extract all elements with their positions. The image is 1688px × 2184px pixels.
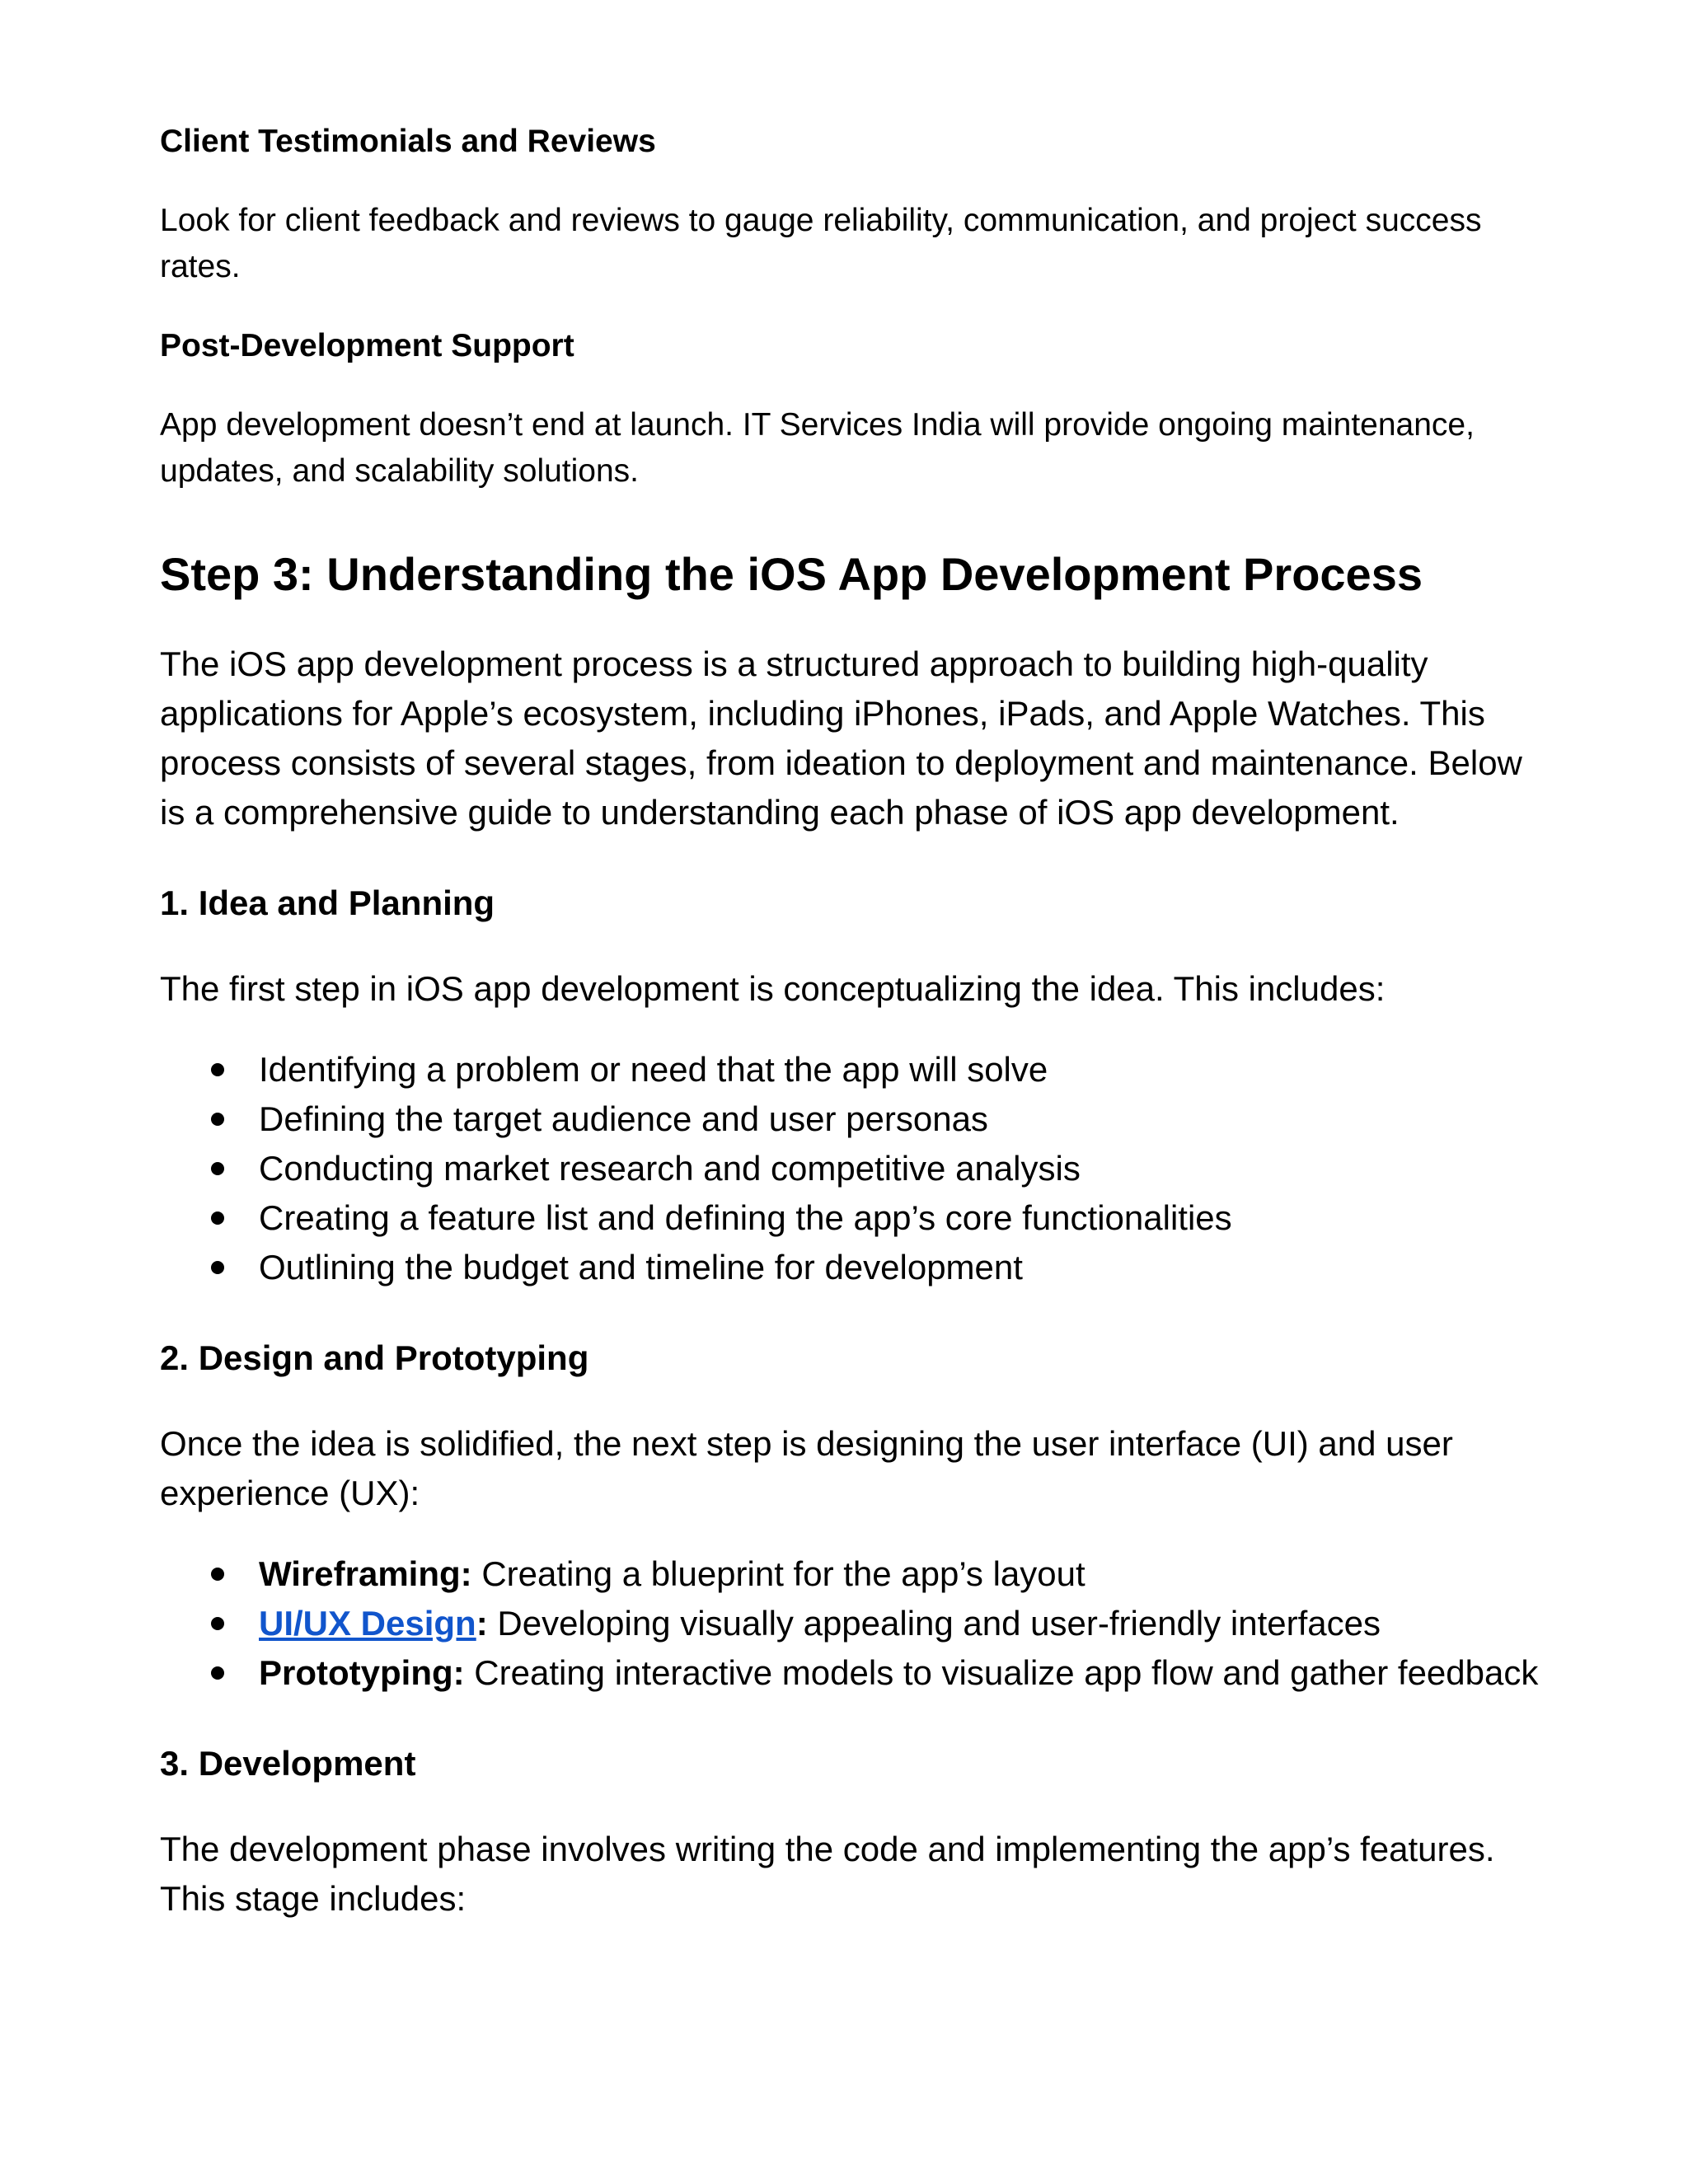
- bullet-icon: [211, 1568, 224, 1581]
- list-item: Prototyping: Creating interactive models to visualize app flow and gather feedback: [160, 1648, 1540, 1698]
- support-heading: Post-Development Support: [160, 328, 574, 363]
- idea-planning-intro: The first step in iOS app development is conceptualizing the idea. This includes:: [160, 969, 1386, 1008]
- list-item: UI/UX Design: Developing visually appealing and user-friendly interfaces: [160, 1599, 1540, 1648]
- bullet-icon: [211, 1666, 224, 1680]
- prototyping-label: Prototyping:: [259, 1653, 465, 1692]
- idea-planning-heading: 1. Idea and Planning: [160, 883, 495, 922]
- design-prototyping-intro: Once the idea is solidified, the next step is designing the user interface (UI) and user experience (UX):: [160, 1424, 1453, 1512]
- bullet-icon: [211, 1063, 224, 1076]
- step3-heading: Step 3: Understanding the iOS App Development Process: [160, 548, 1423, 600]
- list-item: Defining the target audience and user personas: [160, 1094, 1540, 1144]
- testimonials-heading: Client Testimonials and Reviews: [160, 124, 656, 159]
- design-prototyping-heading: 2. Design and Prototyping: [160, 1338, 589, 1377]
- list-item: Creating a feature list and defining the app’s core functionalities: [160, 1193, 1540, 1243]
- idea-planning-list: [160, 1045, 1540, 1292]
- bullet-icon: [211, 1162, 224, 1175]
- wireframing-label: Wireframing:: [259, 1554, 472, 1593]
- bullet-icon: [211, 1261, 224, 1274]
- list-item: Identifying a problem or need that the app will solve: [160, 1045, 1540, 1094]
- development-intro: The development phase involves writing the code and implementing the app’s features. This stage includes:: [160, 1830, 1495, 1918]
- support-paragraph: App development doesn’t end at launch. IT Services India will provide ongoing maintenance, updates, and scalability solutions.: [160, 407, 1475, 489]
- list-item: Outlining the budget and timeline for development: [160, 1243, 1540, 1292]
- development-heading: 3. Development: [160, 1744, 416, 1783]
- testimonials-paragraph: Look for client feedback and reviews to gauge reliability, communication, and project success rates.: [160, 203, 1482, 284]
- bullet-icon: [211, 1113, 224, 1126]
- bullet-icon: [211, 1212, 224, 1225]
- list-item: Wireframing: Creating a blueprint for the app’s layout: [160, 1549, 1540, 1599]
- list-item: Conducting market research and competitive analysis: [160, 1144, 1540, 1193]
- step3-intro-paragraph: The iOS app development process is a structured approach to building high-quality applications for Apple’s ecosystem, including iPhones, iPads, and Apple Watches. This process consists of several stages, from ideation to deployment and maintenance. Below is a comprehensive guide to understanding each phase of iOS app development.: [160, 644, 1522, 832]
- design-prototyping-list: [160, 1549, 1540, 1698]
- ui-ux-design-link[interactable]: UI/UX Design: [259, 1604, 476, 1643]
- bullet-icon: [211, 1617, 224, 1630]
